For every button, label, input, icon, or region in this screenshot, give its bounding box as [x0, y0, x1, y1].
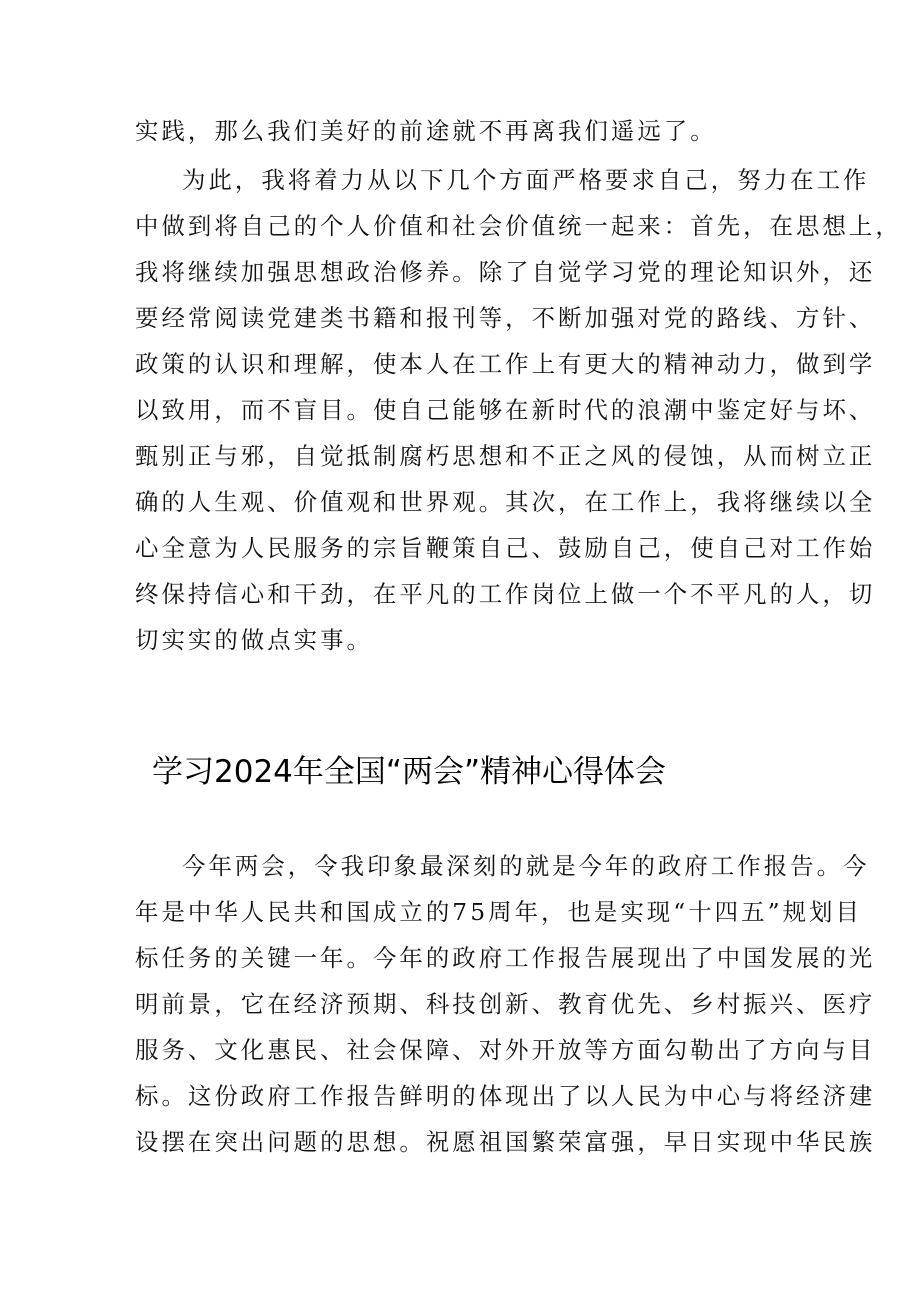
text-line: 明前景，它在经济预期、科技创新、教育优先、乡村振兴、医疗: [135, 990, 876, 1018]
text-line: 实践，那么我们美好的前途就不再离我们遥远了。: [135, 117, 717, 145]
text-line: 甄别正与邪，自觉抵制腐朽思想和不正之风的侵蚀，从而树立正: [135, 442, 876, 470]
text-line: 确的人生观、价值观和世界观。其次，在工作上，我将继续以全: [135, 488, 876, 516]
text-line: 要经常阅读党建类书籍和报刊等，不断加强对党的路线、方针、: [135, 304, 876, 332]
text-line: 为此，我将着力从以下几个方面严格要求自己，努力在工作: [182, 166, 870, 194]
text-line: 标任务的关键一年。今年的政府工作报告展现出了中国发展的光: [135, 944, 876, 972]
text-line: 标。这份政府工作报告鲜明的体现出了以人民为中心与将经济建: [135, 1082, 876, 1110]
section-title: 学习2024年全国“两会”精神心得体会: [152, 754, 667, 790]
text-line: 中做到将自己的个人价值和社会价值统一起来：首先，在思想上，: [135, 212, 902, 240]
text-line: 心全意为人民服务的宗旨鞭策自己、鼓励自己，使自己对工作始: [135, 534, 876, 562]
text-line: 政策的认识和理解，使本人在工作上有更大的精神动力，做到学: [135, 350, 876, 378]
text-line: 年是中华人民共和国成立的75周年，也是实现“十四五”规划目: [135, 898, 862, 926]
text-line: 切实实的做点实事。: [135, 626, 373, 654]
text-line: 今年两会，令我印象最深刻的就是今年的政府工作报告。今: [182, 852, 870, 880]
text-line: 我将继续加强思想政治修养。除了自觉学习党的理论知识外，还: [135, 258, 876, 286]
text-line: 以致用，而不盲目。使自己能够在新时代的浪潮中鉴定好与坏、: [135, 396, 876, 424]
text-line: 设摆在突出问题的思想。祝愿祖国繁荣富强，早日实现中华民族: [135, 1128, 876, 1156]
text-line: 服务、文化惠民、社会保障、对外开放等方面勾勒出了方向与目: [135, 1036, 876, 1064]
text-line: 终保持信心和干劲，在平凡的工作岗位上做一个不平凡的人，切: [135, 580, 876, 608]
